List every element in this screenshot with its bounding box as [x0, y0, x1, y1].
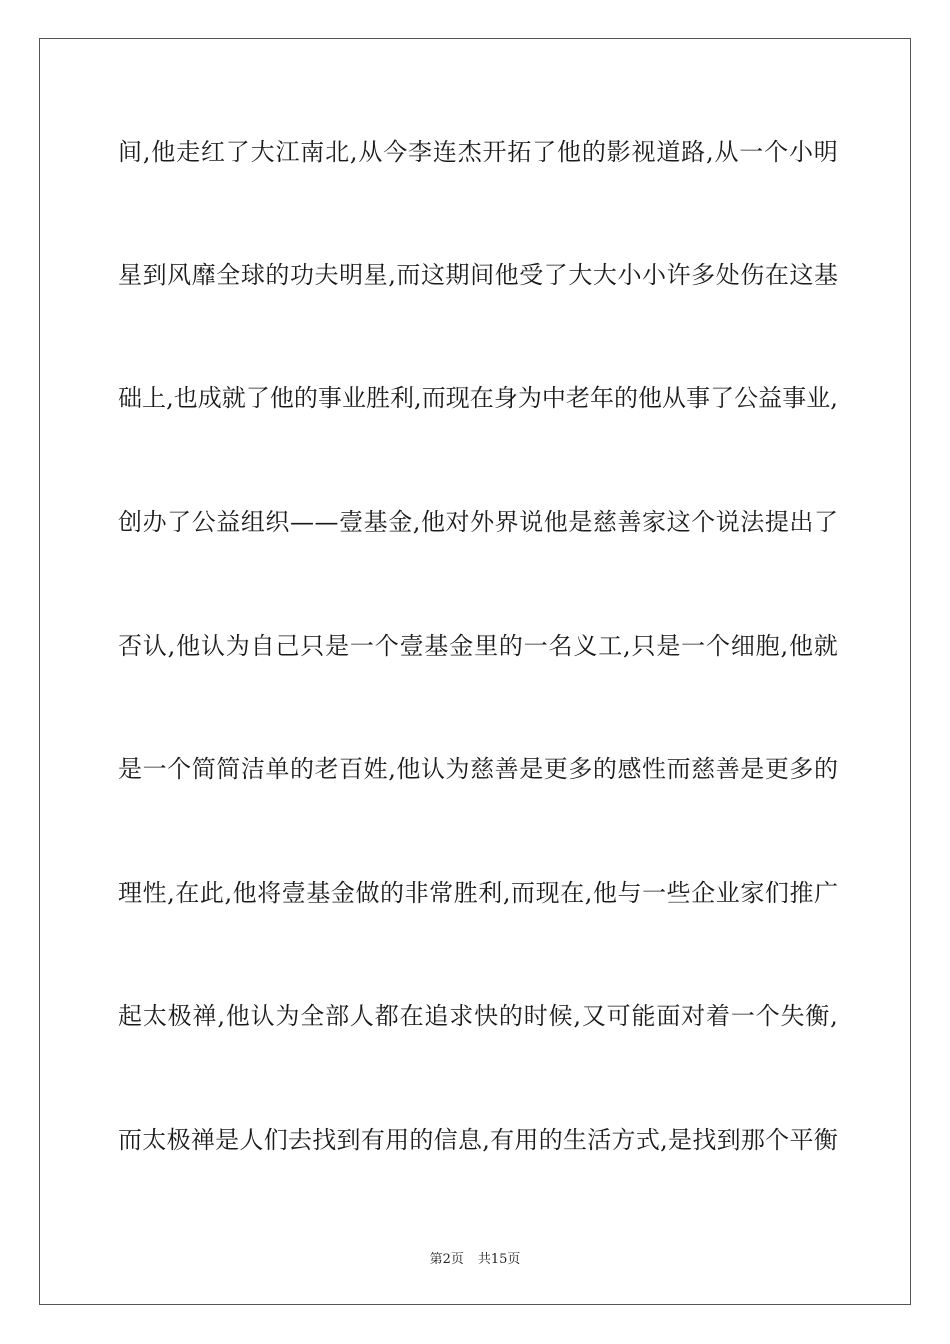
body-text-line: 起 太 极 禅 , 他 认 为 全 部 人 都 在 追 求 快 的 时 候 , 又 可 能 面 对 着 一 个 失 衡 ,	[118, 1002, 838, 1030]
body-text-line: 否 认 , 他 认 为 自 己 只 是 一 个 壹 基 金 里 的 一 名 义 工 , 只 是 一 个 细 胞 , 他 就	[118, 632, 838, 660]
body-text-line: 是 一 个 简 简 洁 单 的 老 百 姓 , 他 认 为 慈 善 是 更 多 的 感 性 而 慈 善 是 更 多 的	[118, 755, 838, 783]
page-number: 第2页	[429, 1252, 464, 1267]
body-text-line: 而 太 极 禅 是 人 们 去 找 到 有 用 的 信 息 , 有 用 的 生 活 方 式 , 是 找 到 那 个 平 衡	[118, 1126, 838, 1154]
body-text-line: 创 办 了 公 益 组 织 — — 壹 基 金 , 他 对 外 界 说 他 是 慈 善 家 这 个 说 法 提 出 了	[118, 508, 838, 536]
body-text-line: 理 性 , 在 此 , 他 将 壹 基 金 做 的 非 常 胜 利 , 而 现 在 , 他 与 一 些 企 业 家 们 推 广	[118, 879, 838, 907]
page-frame	[39, 38, 911, 1305]
body-text-line: 间 , 他 走 红 了 大 江 南 北 , 从 今 李 连 杰 开 拓 了 他 的 影 视 道 路 , 从 一 个 小 明	[118, 138, 838, 166]
page-footer	[0, 1248, 950, 1267]
body-text-line: 星 到 风 靡 全 球 的 功 夫 明 星 , 而 这 期 间 他 受 了 大 大 小 小 许 多 处 伤 在 这 基	[118, 261, 838, 289]
page-total: 共15页	[477, 1252, 521, 1267]
body-text-line: 础 上 , 也 成 就 了 他 的 事 业 胜 利 , 而 现 在 身 为 中 老 年 的 他 从 事 了 公 益 事 业 ,	[118, 384, 838, 412]
